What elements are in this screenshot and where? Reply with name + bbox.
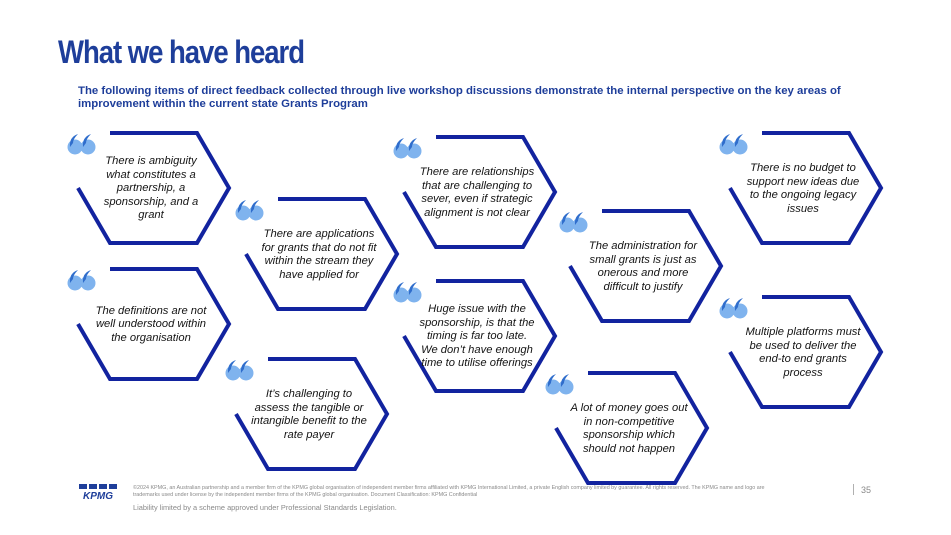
quote-card [396,280,556,392]
quote-text: A lot of money goes out in non-competitive sponsorship which should not happen [570,402,688,455]
svg-text:KPMG: KPMG [83,491,113,500]
quote-text: The administration for small grants is just as onerous and more difficult to justify [588,240,698,293]
page-title: What we have heard [58,34,305,70]
quote-card [70,132,230,244]
quote-text: Huge issue with the sponsorship, is that the timing is far too late. We don’t have enough time to utilise offerings [419,303,535,370]
quote-card [548,372,708,484]
quote-text: It’s challenging to assess the tangible or intangible benefit to the rate payer [251,388,367,441]
quote-card [722,296,882,408]
quote-text: There are applications for grants that do not fit within the stream they have applied for [261,228,377,281]
page-number: 35 [861,485,872,495]
quote-card [396,136,556,248]
page-subtitle: The following items of direct feedback collected through live workshop discussions demonstrate the internal perspective on the key areas of improvement within the current state Grants Program [78,85,841,110]
legal-notice: ©2024 KPMG, an Australian partnership and a member firm of the KPMG global organisation of independent member firms affiliated with KPMG International Limited, a private English company limited by guarantee. All rights reserved. The KPMG name and logo are trademarks used under license by the independent member firms of the KPMG global organisation. Document Classification: KPMG Confidential [133,485,765,498]
quote-text: There is no budget to support new ideas due to the ongoing legacy issues [746,162,860,215]
quote-text: There is ambiguity what constitutes a partnership, a sponsorship, and a grant [103,155,199,222]
quote-text: There are relationships that are challenging to sever, even if strategic alignment is not clear [419,166,535,219]
quote-text: The definitions are not well understood within the organisation [95,304,207,344]
quote-card [228,358,388,470]
page-number-divider [853,484,854,495]
liability-notice: Liability limited by a scheme approved under Professional Standards Legislation. [133,503,397,512]
kpmg-logo [78,484,118,500]
quote-card [562,210,722,322]
quote-card [722,132,882,244]
quote-card [70,268,230,380]
quote-card [238,198,398,310]
quote-text: Multiple platforms must be used to deliver the end-to end grants process [745,326,861,379]
